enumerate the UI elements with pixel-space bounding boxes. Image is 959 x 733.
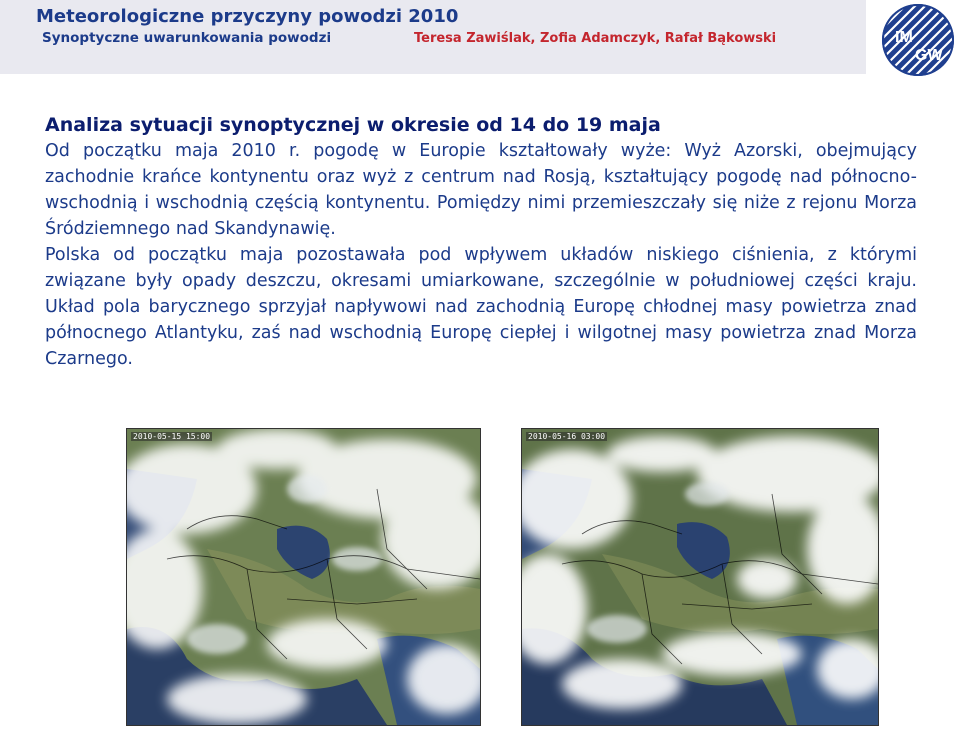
paragraph-1: Od początku maja 2010 r. pogodę w Europie kształtowały wyże: Wyż Azorski, obejmujący zachodnie krańce kontynentu oraz wyż z centrum nad Rosją, kształtujący pogodę nad północno-wschodnią i wschodnią częścią kontynentu. Pomiędzy nimi przemieszczały się niże z rejonu Morza Śródziemnego nad Skandynawię. [45, 141, 917, 239]
paragraph-2: Polska od początku maja pozostawała pod wpływem układów niskiego ciśnienia, z którymi związane były opady deszczu, okresami umiarkowane, szczególnie w południowej części kraju. Układ pola barycznego sprzyjał napływowi nad zachodnią Europę chłodnej masy powietrza znad północnego Atlantyku, zaś nad wschodnią Europę ciepłej i wilgotnej masy powietrza znad Morza Czarnego. [45, 245, 917, 369]
logo-text-top: IM [895, 29, 913, 46]
header-authors: Teresa Zawiślak, Zofia Adamczyk, Rafał Bąkowski [414, 31, 777, 46]
imgw-logo-icon [879, 2, 957, 78]
section-heading: Analiza sytuacji synoptycznej w okresie od 14 do 19 maja [45, 114, 661, 136]
header-subtitle: Synoptyczne uwarunkowania powodzi [42, 30, 332, 46]
timestamp-right: 2010-05-16 03:00 [528, 432, 606, 441]
satellite-image-right [521, 428, 879, 726]
main-content [45, 112, 917, 372]
header-title: Meteorologiczne przyczyny powodzi 2010 [36, 6, 459, 27]
logo-text-bottom: GW [915, 47, 943, 64]
satellite-image-left [126, 428, 481, 726]
imgw-logo [879, 2, 957, 78]
header-bar [0, 0, 866, 74]
timestamp-left: 2010-05-15 15:00 [133, 432, 211, 441]
